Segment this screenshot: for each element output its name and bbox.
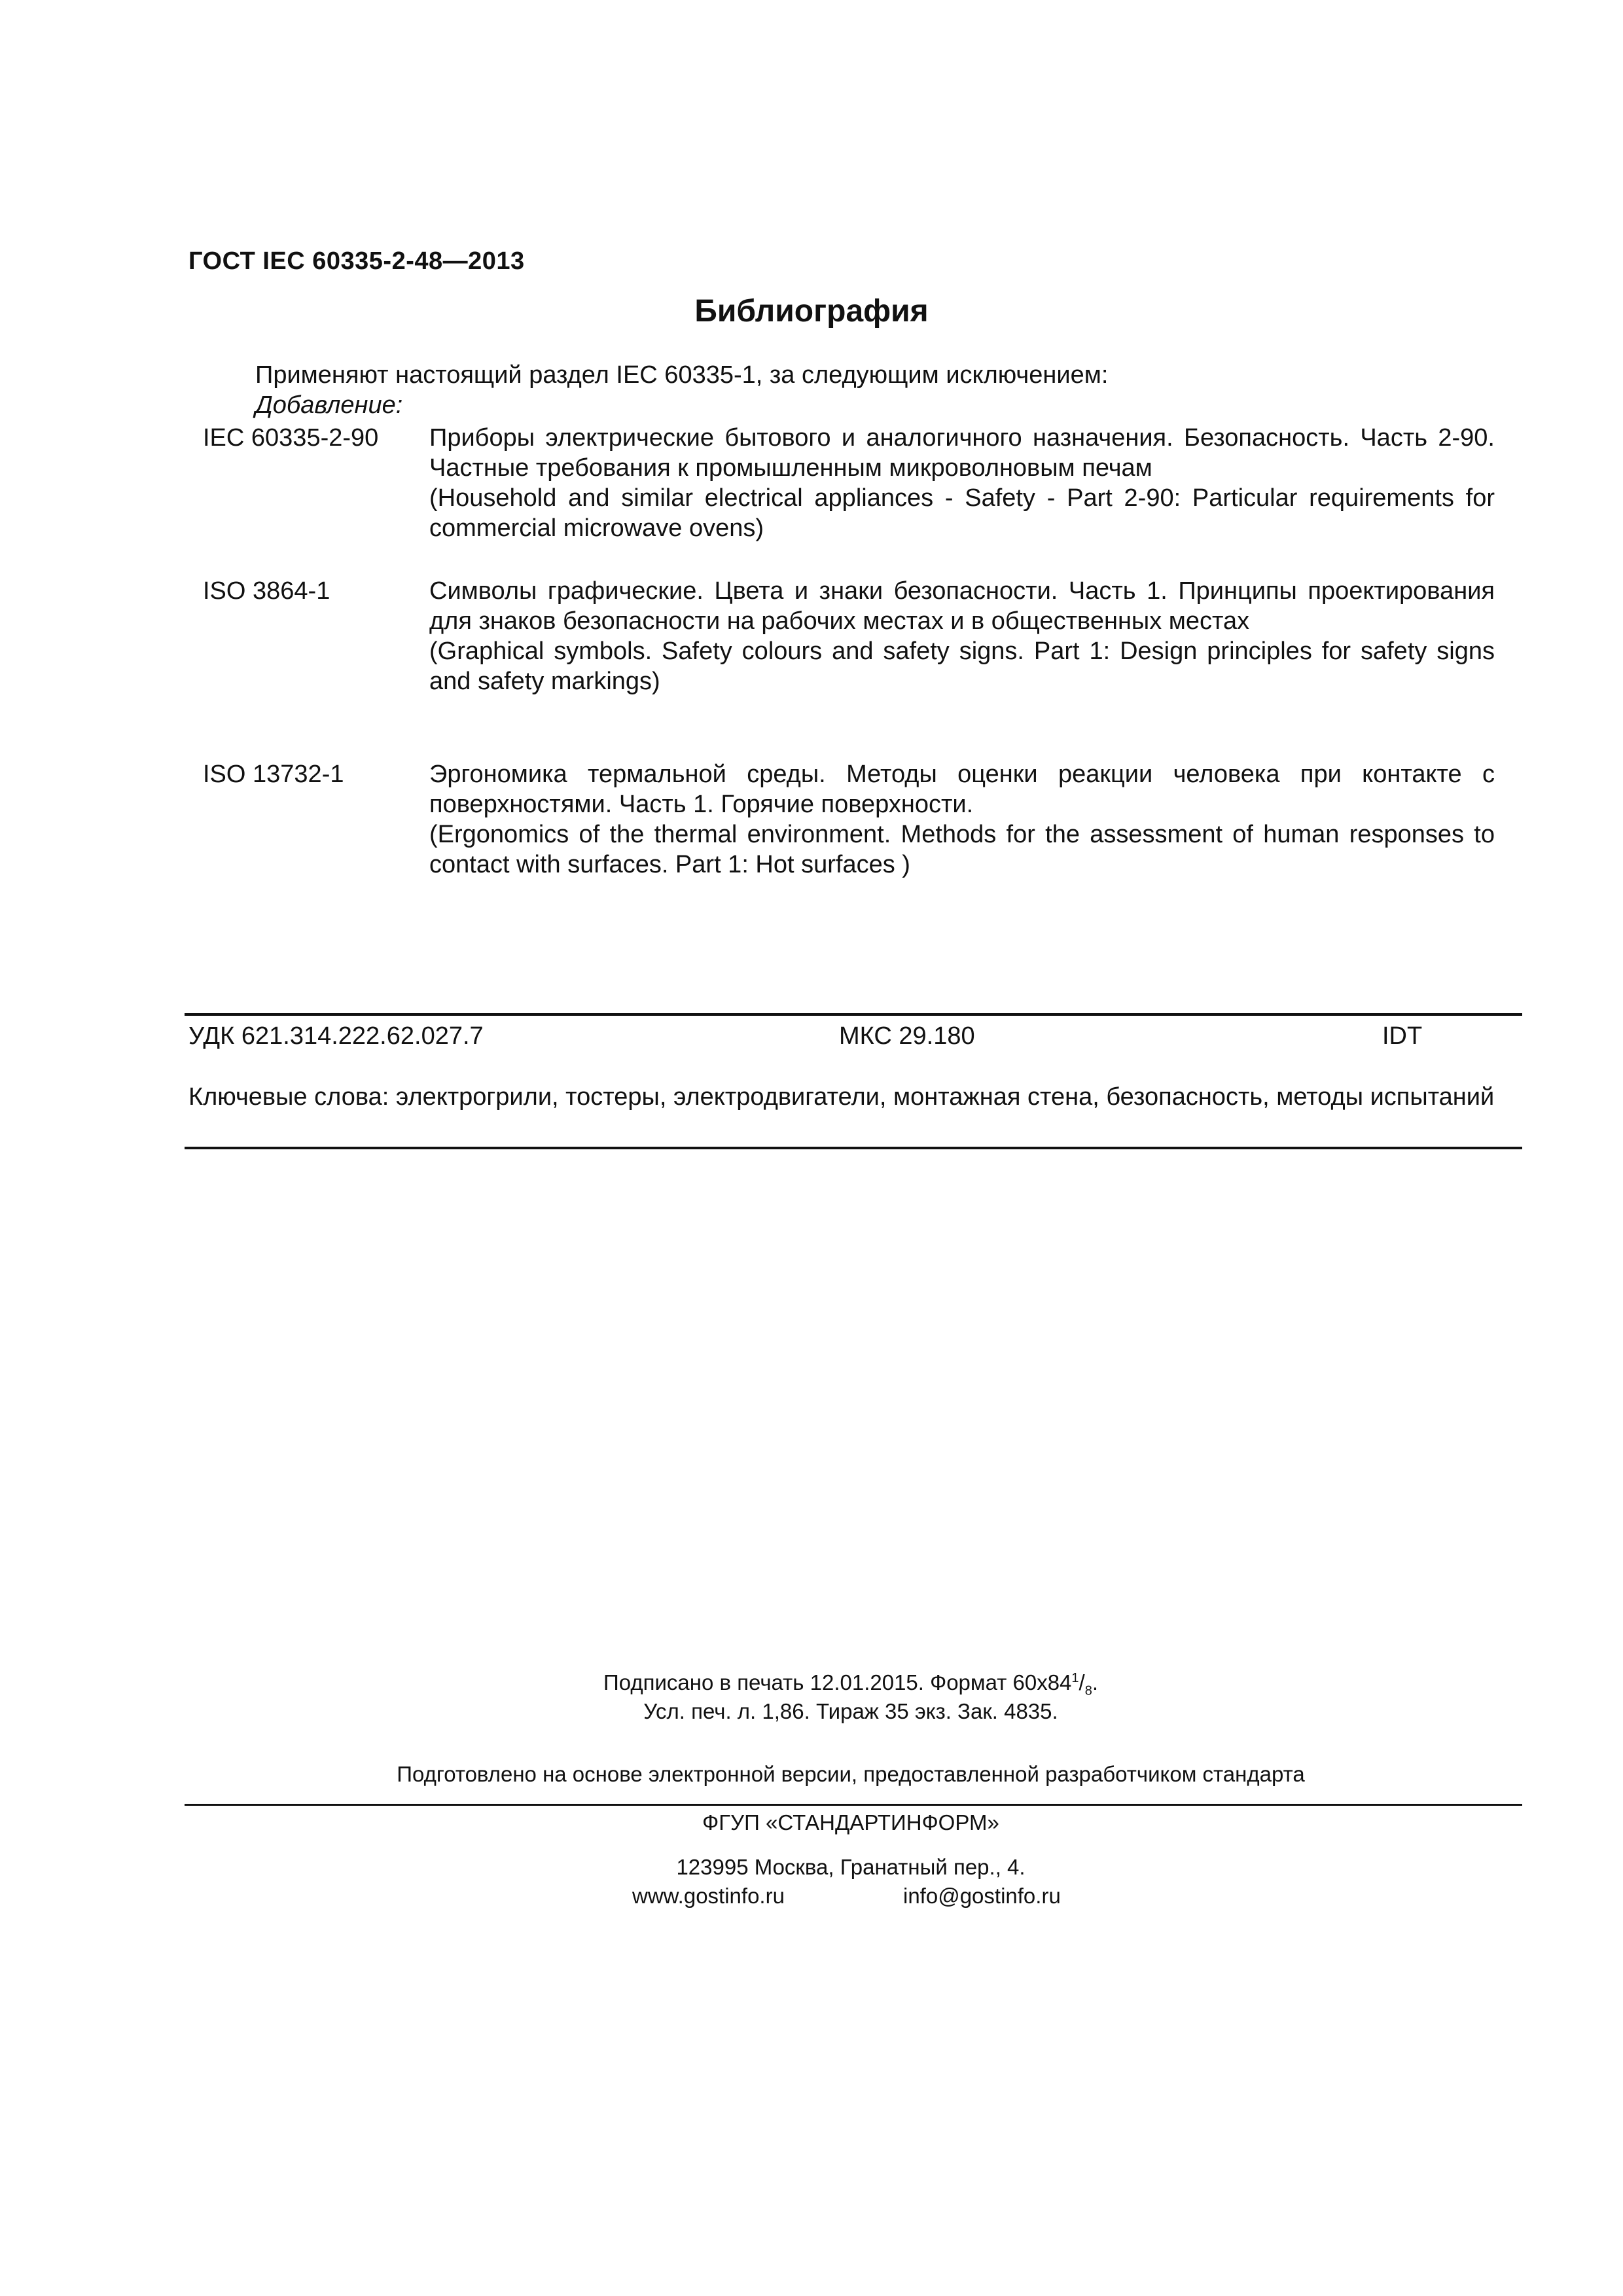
reference-entry: [429, 759, 1495, 880]
udk-code: УДК 621.314.222.62.027.7: [188, 1022, 484, 1050]
reference-entry: [429, 423, 1495, 543]
reference-title-en: (Household and similar electrical appliances - Safety - Part 2-90: Particular requirements for commercial microwave ovens): [429, 484, 1495, 542]
keywords: Ключевые слова: электрогрили, тостеры, электродвигатели, монтажная стена, безопасность, методы испытаний: [188, 1083, 1495, 1111]
reference-title-ru: Символы графические. Цвета и знаки безопасности. Часть 1. Принципы проектирования для знаков безопасности на рабочих местах и в общественных местах: [429, 577, 1495, 635]
format-numerator: 1: [1071, 1671, 1079, 1685]
format-tail: .: [1092, 1670, 1099, 1695]
reference-title-ru: Приборы электрические бытового и аналогичного назначения. Безопасность. Часть 2-90. Частные требования к промышленным микроволновым печам: [429, 424, 1495, 482]
publisher-name: ФГУП «СТАНДАРТИНФОРМ»: [702, 1810, 999, 1835]
imprint-signed-text: Подписано в печать 12.01.2015. Формат 60x84: [603, 1670, 1072, 1695]
imprint-prepared: Подготовлено на основе электронной версии, предоставленной разработчиком стандарта: [397, 1762, 1305, 1786]
mks-code: МКС 29.180: [839, 1022, 975, 1050]
publisher-website: www.gostinfo.ru: [632, 1884, 785, 1908]
section-intro: Применяют настоящий раздел IEC 60335-1, за следующим исключением:: [255, 361, 1109, 389]
publisher-address: 123995 Москва, Гранатный пер., 4.: [676, 1855, 1026, 1879]
idt-mark: IDT: [1382, 1022, 1423, 1050]
reference-entry: [429, 576, 1495, 696]
imprint-rule: [185, 1804, 1522, 1806]
classification-top-rule: [185, 1013, 1522, 1016]
classification-bottom-rule: [185, 1147, 1522, 1149]
reference-title-en: (Ergonomics of the thermal environment. Methods for the assessment of human responses to contact with surfaces. Part 1: Hot surfaces ): [429, 821, 1495, 878]
standard-code: ГОСТ IEC 60335-2-48—2013: [188, 247, 525, 275]
publisher-email: info@gostinfo.ru: [903, 1884, 1061, 1908]
reference-code: IEC 60335-2-90: [203, 424, 379, 452]
reference-code: ISO 13732-1: [203, 761, 344, 788]
imprint-signed: Подписано в печать 12.01.2015. Формат $60x84^1/_8$.: [603, 1670, 1099, 1698]
format-denominator: 8: [1084, 1683, 1092, 1698]
imprint-print-details: Усл. печ. л. 1,86. Тираж 35 экз. Зак. 4835.: [643, 1699, 1058, 1723]
reference-code: ISO 3864-1: [203, 577, 330, 605]
section-title: Библиография: [694, 294, 929, 329]
addition-label: Добавление:: [255, 391, 403, 419]
reference-title-en: (Graphical symbols. Safety colours and safety signs. Part 1: Design principles for safety signs and safety markings): [429, 637, 1495, 695]
reference-title-ru: Эргономика термальной среды. Методы оценки реакции человека при контакте с поверхностями. Часть 1. Горячие поверхности.: [429, 761, 1495, 818]
